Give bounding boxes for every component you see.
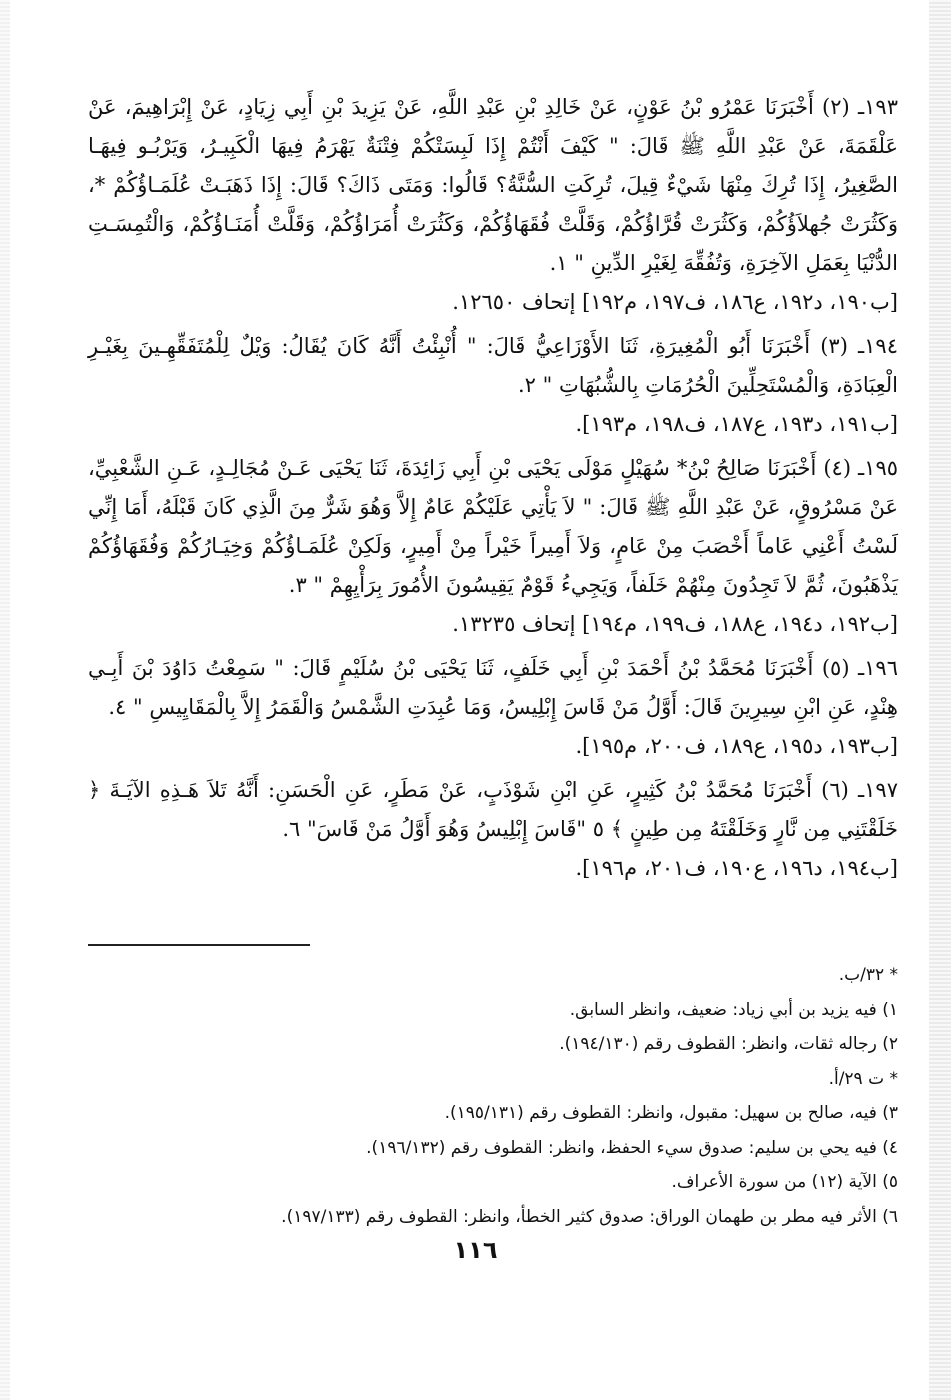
footnotes xyxy=(88,958,898,1234)
main-text xyxy=(88,88,898,893)
hadith-entry-196 xyxy=(88,649,898,765)
hadith-references: [ب١٩٢، د١٩٤، ع١٨٨، ف١٩٩، م١٩٤] إتحاف ١٣٢٣٥. xyxy=(452,612,898,636)
hadith-entry-193 xyxy=(88,88,898,321)
scan-edge-right xyxy=(929,0,951,1400)
hadith-references: [ب١٩٠، د١٩٢، ع١٨٦، ف١٩٧، م١٩٢] إتحاف ١٢٦٥٠. xyxy=(452,290,898,314)
footnote-item: * ٣٢/ب. xyxy=(838,965,898,985)
hadith-references: [ب١٩٤، د١٩٦، ع١٩٠، ف٢٠١، م١٩٦]. xyxy=(575,856,898,880)
footnote-divider xyxy=(88,944,310,946)
footnote-item: * ت ٢٩/أ. xyxy=(828,1068,898,1089)
hadith-text: ١٩٦ـ (٥) أَخْبَرَنَا مُحَمَّدُ بْنُ أَحْمَدَ بْنِ أَبِي خَلَفٍ، ثَنَا يَحْيَى بْنُ سُلَيْمٍ قَالَ: " سَمِعْتُ دَاوُدَ بْنَ أَبِـي هِنْدٍ، عَنِ ابْنِ سِيرِينَ قَالَ: أَوَّلُ مَنْ قَاسَ إِبْلِيسُ، وَمَا عُبِدَتِ الشَّمْسُ وَالْقَمَرُ إِلاَّ بِالْمَقَايِيسِ " ٤. xyxy=(88,656,898,719)
footnote-item: ٣) فيه، صالح بن سهيل: مقبول، وانظر: القطوف رقم (١٩٥/١٣١). xyxy=(444,1103,898,1123)
hadith-entry-197 xyxy=(88,771,898,887)
hadith-references: [ب١٩٣، د١٩٥، ع١٨٩، ف٢٠٠، م١٩٥]. xyxy=(575,734,898,758)
hadith-text: ١٩٣ـ (٢) أَخْبَرَنَا عَمْرُو بْنُ عَوْنٍ، عَنْ خَالِدِ بْنِ عَبْدِ اللَّهِ، عَنْ يَزِيدَ بْنِ أَبِي زِيَادٍ، عَنْ إِبْرَاهِيمَ، عَنْ عَلْقَمَةَ، عَنْ عَبْدِ اللَّهِ ﷺ قَالَ: " كَيْفَ أَنْتُمْ إِذَا لَبِسَتْكُمْ فِتْنَةٌ يَهْرَمُ فِيهَا الْكَبِيـرُ، وَيَرْبُـو فِيهَـا الصَّغِيرُ، إِذَا تُرِكَ مِنْهَا شَيْءٌ قِيلَ، تُرِكَتِ السُّنَّةُ؟ قَالُوا: وَمَتَى ذَاكَ؟ قَالَ: إِذَا ذَهَبَـتْ عُلَمَـاؤُكُمْ *، وَكَثُرَتْ جُهلاَؤُكُمْ، وَكَثُرَتْ قُرَّاؤُكُمْ، وَقَلَّتْ فُقَهَاؤُكُمْ، وَكَثُرَتْ أُمَرَاؤُكُمْ، وَقَلَّتْ أُمَنَـاؤُكُمْ، وَالْتُمِسَـتِ الدُّنْيَا بِعَمَلِ الآخِرَةِ، وَتُفُقِّهَ لِغَيْرِ الدِّينِ " ١. xyxy=(88,95,898,275)
hadith-entry-195 xyxy=(88,449,898,643)
hadith-references: [ب١٩١، د١٩٣، ع١٨٧، ف١٩٨، م١٩٣]. xyxy=(575,412,898,436)
hadith-text: ١٩٥ـ (٤) أَخْبَرَنَا صَالِحُ بْنُ* سُهَيْلٍ مَوْلَى يَحْيَى بْنِ أَبِي زَائِدَةَ، ثَنَا يَحْيَى عَـنْ مُجَالِـدٍ، عَـنِ الشَّعْبِيِّ، عَنْ مَسْرُوقٍ، عَنْ عَبْدِ اللَّهِ ﷺ قَالَ: " لاَ يَأْتِي عَلَيْكُمْ عَامٌ إِلاَّ وَهُوَ شَرٌّ مِنَ الَّذِي كَانَ قَبْلَهُ، أَمَا إِنِّي لَسْتُ أَعْنِي عَاماً أَخْصَبَ مِنْ عَامٍ، وَلاَ أَمِيراً خَيْراً مِنْ أَمِيرٍ، وَلَكِنْ عُلَمَـاؤُكُمْ وَخِيَـارُكُمْ وَفُقَهَاؤُكُمْ يَذْهَبُونَ، ثُمَّ لاَ تَجِدُونَ مِنْهُمْ خَلَفاً، وَيَجِيءُ قَوْمٌ يَقِيسُونَ الأُمُورَ بِرَأْيِهِمْ " ٣. xyxy=(88,456,899,597)
footnote-item: ٦) الأثر فيه مطر بن طهمان الوراق: صدوق كثير الخطأ، وانظر: القطوف رقم (١٩٧/١٣٣). xyxy=(281,1206,898,1227)
hadith-text: ١٩٧ـ (٦) أَخْبَرَنَا مُحَمَّدُ بْنُ كَثِيرٍ، عَنِ ابْنِ شَوْذَبٍ، عَنْ مَطَرٍ، عَنِ الْحَسَنِ: أَنَّهُ تَلاَ هَـذِهِ الآيَـةَ ﴿ خَلَقْتَنِي مِن نَّارٍ وَخَلَقْتَهُ مِن طِينٍ ﴾ ٥ "قَاسَ إِبْلِيسُ وَهُوَ أَوَّلُ مَنْ قَاسَ" ٦. xyxy=(88,778,898,841)
hadith-entry-194 xyxy=(88,327,898,443)
footnote-item: ٤) فيه يحي بن سليم: صدوق سيء الحفظ، وانظر: القطوف رقم (١٩٦/١٣٢). xyxy=(366,1137,898,1158)
page-number: ١١٦ xyxy=(453,1236,498,1264)
footnote-item: ٥) الآية (١٢) من سورة الأعراف. xyxy=(671,1172,898,1192)
footnote-item: ٢) رجاله ثقات، وانظر: القطوف رقم (١٩٤/١٣٠). xyxy=(559,1034,898,1054)
hadith-text: ١٩٤ـ (٣) أَخْبَرَنَا أَبُو الْمُغِيرَةِ، ثَنَا الأَوْزَاعِيُّ قَالَ: " أُنْبِئْتُ أَنَّهُ كَانَ يُقَالُ: وَيْلٌ لِلْمُتَفَقِّهِـينَ بِغَيْـرِ الْعِبَادَةِ، وَالْمُسْتَحِلِّينَ الْحُرُمَاتِ بِالشُّبُهَاتِ " ٢. xyxy=(88,334,898,397)
footnote-item: ١) فيه يزيد بن أبي زياد: ضعيف، وانظر السابق. xyxy=(569,999,898,1020)
scan-edge-left xyxy=(0,0,10,1400)
